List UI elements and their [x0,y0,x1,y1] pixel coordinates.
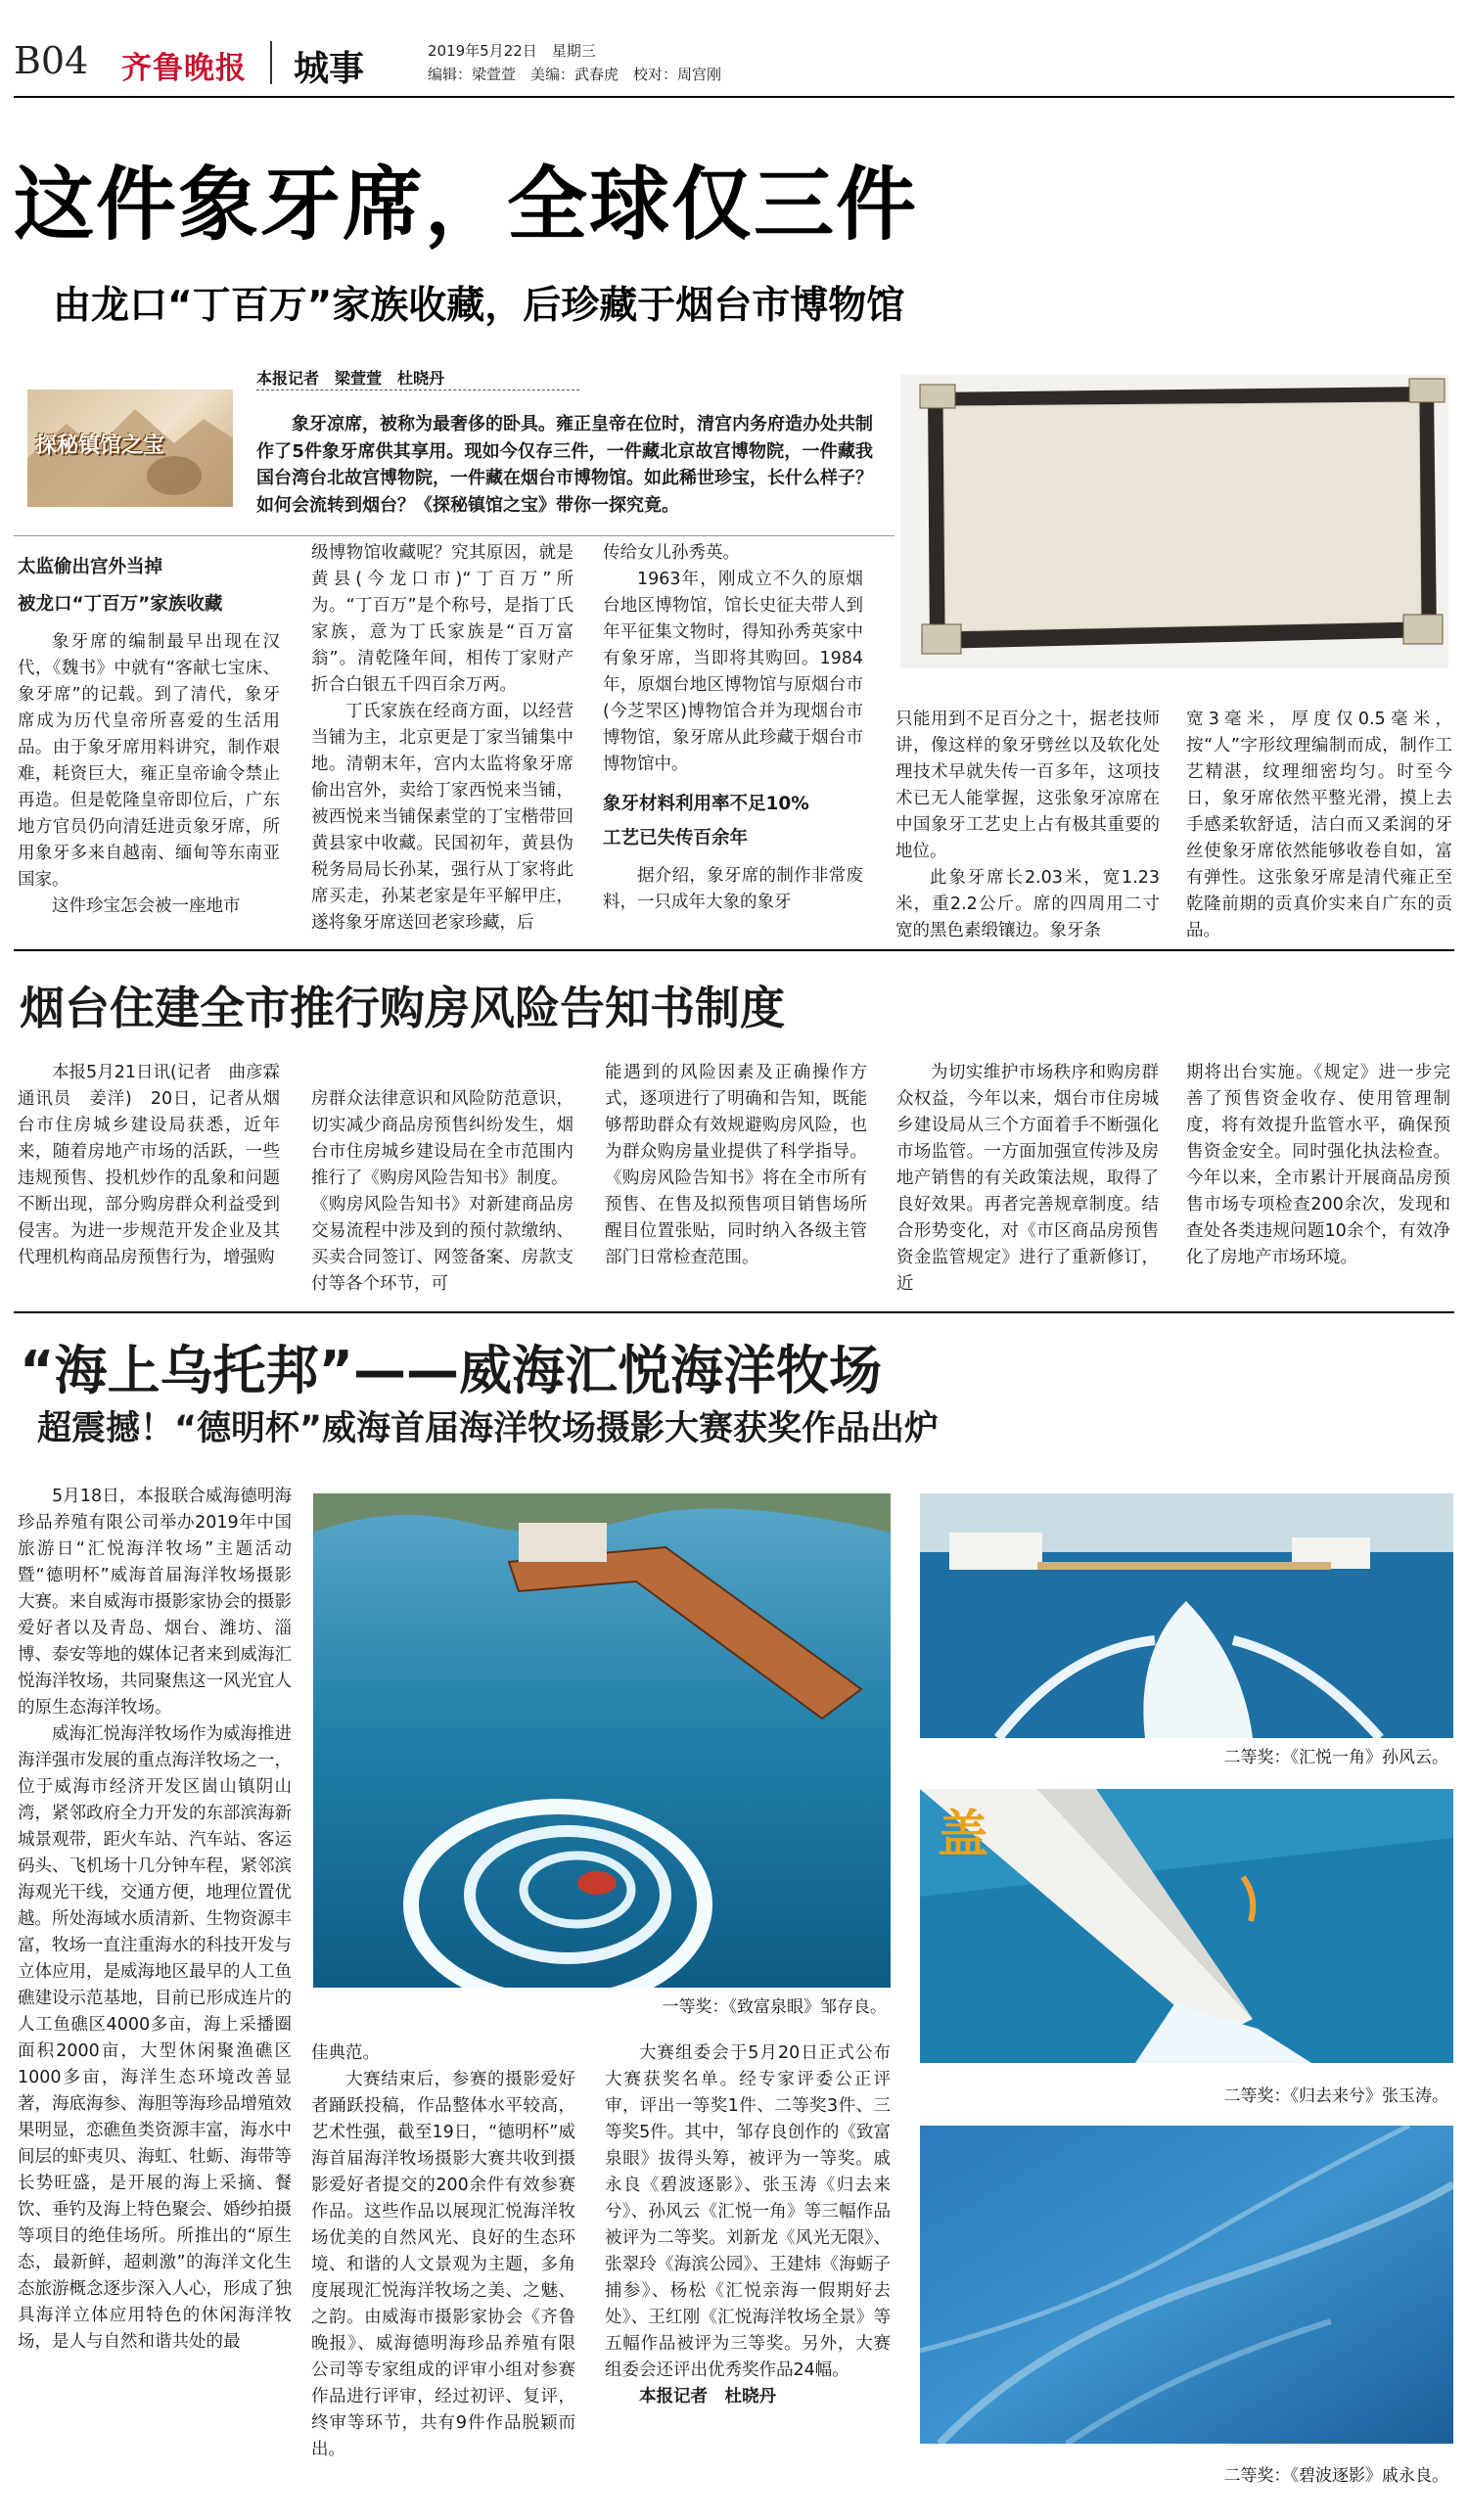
caption-second-b: 二等奖：《归去来兮》张玉涛。 [1223,2086,1448,2106]
header-rule [14,96,1454,98]
article1-headline: 这件象牙席，全球仅三件 [14,159,919,252]
paragraph: 这件珍宝怎会被一座地市 [52,896,241,916]
lead-paragraph: 象牙凉席，被称为最奢侈的卧具。雍正皇帝在位时，清宫内务府造办处共制作了5件象牙席供其享用。现如今仅存三件，一件藏北京故宫博物院，一件藏我国台湾台北故宫博物院，一件藏在烟台市博物馆。如此稀世珍宝，长什么样子？如何会流转到烟台？《探秘镇馆之宝》带你一探究竟。 [256,414,873,516]
photo-lettering: 盖 [938,1806,989,1864]
paragraph: 大赛结束后，参赛的摄影爱好者踊跃投稿，作品整体水平较高，艺术性强，截至19日，“德明杯”威海首届海洋牧场摄影大赛共收到摄影爱好者提交的200余件有效参赛作品。这些作品以展现汇悦海洋牧场优美的自然风光、良好的生态环境、和谐的人文景观为主题，多角度展现汇悦海洋牧场之美、之魅、之韵。由威海市摄影家协会《齐鲁晚报》、威海德明海珍品养殖有限公司等专家组成的评审小组对参赛作品进行评审，经过初评、复评，终审等环节，共有9件作品脱颖而出。 [311,2070,575,2459]
editors-line: 编辑：梁萱萱 美编：武春虎 校对：周宫刚 [428,66,722,83]
article1-column-5 [1186,707,1452,944]
blue-water-illustration [920,2126,1453,2444]
paragraph: 5月18日，本报联合威海德明海珍品养殖有限公司举办2019年中国旅游日“汇悦海洋牧场”主题活动暨“德明杯”威海首届海洋牧场摄影大赛。来自威海市摄影家协会的摄影爱好者以及青岛、烟台、潍坊、淄博、泰安等地的媒体记者来到威海汇悦海洋牧场，共同聚焦这一风光宜人的原生态海洋牧场。 [18,1487,292,1718]
caption-second-a: 二等奖：《汇悦一角》孙风云。 [1223,1748,1448,1767]
page-number: B04 [14,39,89,82]
paper-name: 齐鲁晚报 [121,51,247,86]
article3-subhead: 超震撼！“德明杯”威海首届海洋牧场摄影大赛获奖作品出炉 [37,1409,940,1448]
issue-date: 2019年5月22日 星期三 [428,42,596,60]
article1-column-4 [895,707,1160,944]
section-name: 城事 [294,49,365,89]
paragraph: 大赛组委会于5月20日正式公布大赛获奖名单。经专家评委公正评审，评出一等奖1件、二等奖3件、三等奖5件。其中，邹存良创作的《致富泉眼》拔得头筹，被评为一等奖。戚永良《碧波逐影》、张玉涛《归去来兮》、孙风云《汇悦一角》等三幅作品被评为二等奖。刘新龙《风光无限》、张翠玲《海滨公园》、王建炜《海蛎子捕参》、杨松《汇悦亲海一假期好去处》、王红刚《汇悦海洋牧场全景》等五幅作品被评为三等奖。另外，大赛组委会还评出优秀奖作品24幅。 [605,2043,891,2380]
boat-wake-illustration [920,1493,1453,1738]
paragraph: 为切实维护市场秩序和购房群众权益，今年以来，烟台市住房城乡建设局从三个方面着手不断强化市场监管。一方面加强宣传涉及房地产销售的有关政策法规，取得了良好效果。再者完善规章制度。结合形势变化，对《市区商品房预售资金监管规定》进行了重新修订，近 [896,1063,1159,1294]
paragraph: 能遇到的风险因素及正确操作方式，逐项进行了明确和告知，既能够帮助群众有效规避购房风险，也为群众购房量业提供了科学指导。《购房风险告知书》将在全市所有预售、在售及拟预售项目销售场所醒目位置张贴，同时纳入各级主管部门日常检查范围。 [605,1063,867,1267]
paragraph: 据介绍，象牙席的制作非常废料，一只成年大象的象牙 [603,866,863,912]
second-prize-photo-a [920,1493,1453,1738]
paragraph: 佳典范。 [311,2043,380,2063]
caption-first-prize: 一等奖：《致富泉眼》邹存良。 [662,1997,887,2017]
article1-column-3 [603,540,863,916]
subhead-2: 被龙口“丁百万”家族收藏 [18,594,223,615]
ivory-mat-illustration [900,375,1448,668]
article1-column-1 [18,548,280,920]
paragraph: 房群众法律意识和风险防范意识，切实减少商品房预售纠纷发生，烟台市住房城乡建设局在全市范围内推行了《购房风险告知书》制度。 《购房风险告知书》对新建商品房交易流程中涉及到的预付款缴纳、买卖合同签订、网签备案、房款支付等各个环节，可 [311,1089,573,1294]
reporter-credit: 本报记者 杜晓丹 [639,2387,776,2406]
article2-column-5 [1186,1060,1450,1271]
section-rule-2 [14,1311,1454,1313]
column-logo [27,389,233,507]
second-prize-photo-b [920,1789,1453,2063]
article3-headline: “海上乌托邦”——威海汇悦海洋牧场 [20,1340,882,1401]
byline: 本报记者 梁萱萱 杜晓丹 [256,369,445,388]
article3-column-3 [605,2040,891,2410]
subhead-1: 太监偷出宫外当掉 [18,557,163,577]
article2-column-1 [18,1060,298,1271]
article1-lead [256,411,873,519]
bow-sea-illustration [920,1789,1453,2063]
paragraph: 本报5月21日讯(记者 曲彦霖 通讯员 姜洋) 20日，记者从烟台市住房城乡建设局获悉，近年来，随着房地产市场的活跃，一些违规预售、投机炒作的乱象和问题不断出现，部分购房群众利益受到侵害。为进一步规范开发企业及其代理机构商品房预售行为，增强购 [18,1063,298,1267]
header-divider [270,41,272,84]
subhead-3: 象牙材料利用率不足10% [603,794,809,814]
article3-column-1 [18,1484,292,2356]
article1-col-rule [14,535,895,536]
paragraph: 此象牙席长2.03米，宽1.23米，重2.2公斤。席的四周用二寸宽的黑色素缎镶边。象牙条 [895,868,1160,940]
paragraph: 只能用到不足百分之十，据老技师讲，像这样的象牙劈丝以及软化处理技术早就失传一百多年，这项技术已无人能掌握，这张象牙凉席在中国象牙工艺史上占有极其重要的地位。 [895,710,1160,861]
logo-text: 探秘镇馆之宝 [35,434,165,458]
first-prize-photo [313,1493,891,1988]
second-prize-photo-c [920,2126,1453,2444]
article2-column-3 [605,1060,867,1271]
paragraph: 期将出台实施。《规定》进一步完善了预售资金收存、使用管理制度，将有效提升监管水平，确保预售资金安全。同时强化执法检查。今年以来，全市累计开展商品房预售市场专项检查200余次，发现和查处各类违规问题10余个，有效净化了房地产市场环境。 [1186,1063,1450,1267]
paragraph: 象牙席的编制最早出现在汉代，《魏书》中就有“客献七宝床、象牙席”的记载。到了清代，象牙席成为历代皇帝所喜爱的生活用品。由于象牙席用料讲究，制作艰难，耗资巨大，雍正皇帝谕令禁止再造。但是乾隆皇帝即位后，广东地方官员仍向清廷进贡象牙席，所用象牙多来自越南、缅甸等东南亚国家。 [18,632,280,890]
paragraph: 威海汇悦海洋牧场作为威海推进海洋强市发展的重点海洋牧场之一，位于威海市经济开发区崮山镇阴山湾，紧邻政府全力开发的东部滨海新城景观带，距火车站、汽车站、客运码头、飞机场十几分钟车程，紧邻滨海观光干线，交通方便，地理位置优越。所处海域水质清新、生物资源丰富，牧场一直注重海水的科技开发与立体应用，是威海地区最早的人工鱼礁建设示范基地，目前已形成连片的人工鱼礁区4000多亩，海上采播圈面积2000亩，大型休闲聚渔礁区1000多亩，海洋生态环境改善显著，海底海参、海胆等海珍品增殖效果明显，恋礁鱼类资源丰富，海水中间层的虾夷贝、海虹、牡蛎、海带等长势旺盛，是开展的海上采摘、餐饮、垂钓及海上特色聚会、婚纱拍摄等项目的绝佳场所。所推出的“原生态，最新鲜，超刺激”的海洋文化生态旅游概念逐步深入人心，形成了独具海洋立体应用特色的休闲海洋牧场，是人与自然和谐共处的最 [18,1724,292,2352]
ivory-mat-photo [900,375,1448,668]
spiral-wake-illustration [313,1493,891,1988]
caption-second-c: 二等奖：《碧波逐影》戚永良。 [1223,2466,1448,2486]
byline-rule [256,389,579,390]
article2-column-4 [896,1060,1159,1298]
paragraph: 传给女儿孙秀英。 [603,543,740,563]
page-header [14,37,1454,90]
article1-subhead: 由龙口“丁百万”家族收藏，后珍藏于烟台市博物馆 [53,284,905,328]
paragraph: 丁氏家族在经商方面，以经营当铺为主，北京更是丁家当铺集中地。清朝末年，宫内太监将象牙席偷出宫外，卖给丁家西悦来当铺，被西悦来当铺保素堂的丁宝楷带回黄县家中收藏。民国初年，黄县伪税务局局长孙某，强行从丁家将此席买走，孙某老家是年平解甲庄，遂将象牙席送回老家珍藏，后 [311,702,573,933]
paragraph: 级博物馆收藏呢？究其原因，就是黄县(今龙口市)“丁百万”所为。“丁百万”是个称号，是指丁氏家族，意为丁氏家族是“百万富翁”。清乾隆年间，相传丁家财产折合白银五千四百余万两。 [311,543,573,695]
section-rule-1 [14,949,1454,951]
subhead-4: 工艺已失传百余年 [603,828,749,848]
paragraph: 宽3毫米，厚度仅0.5毫米，按“人”字形纹理编制而成，制作工艺精湛，纹理细密均匀。时至今日，象牙席依然平整光滑，摸上去手感柔软舒适，洁白而又柔润的牙丝使象牙席依然能够收卷自如，富有弹性。这张象牙席是清代雍正至乾隆前期的贡真价实来自广东的贡品。 [1186,710,1452,940]
article2-column-2 [311,1060,573,1324]
paragraph: 1963年，刚成立不久的原烟台地区博物馆，馆长史征夫带人到年平征集文物时，得知孙秀英家中有象牙席，当即将其购回。1984年，原烟台地区博物馆与原烟台市(今芝罘区)博物馆合并为现烟台市博物馆，象牙席从此珍藏于烟台市博物馆中。 [603,570,863,774]
article3-column-2 [311,2040,575,2463]
article2-headline: 烟台住建全市推行购房风险告知书制度 [20,982,785,1034]
article1-column-2 [311,540,573,937]
